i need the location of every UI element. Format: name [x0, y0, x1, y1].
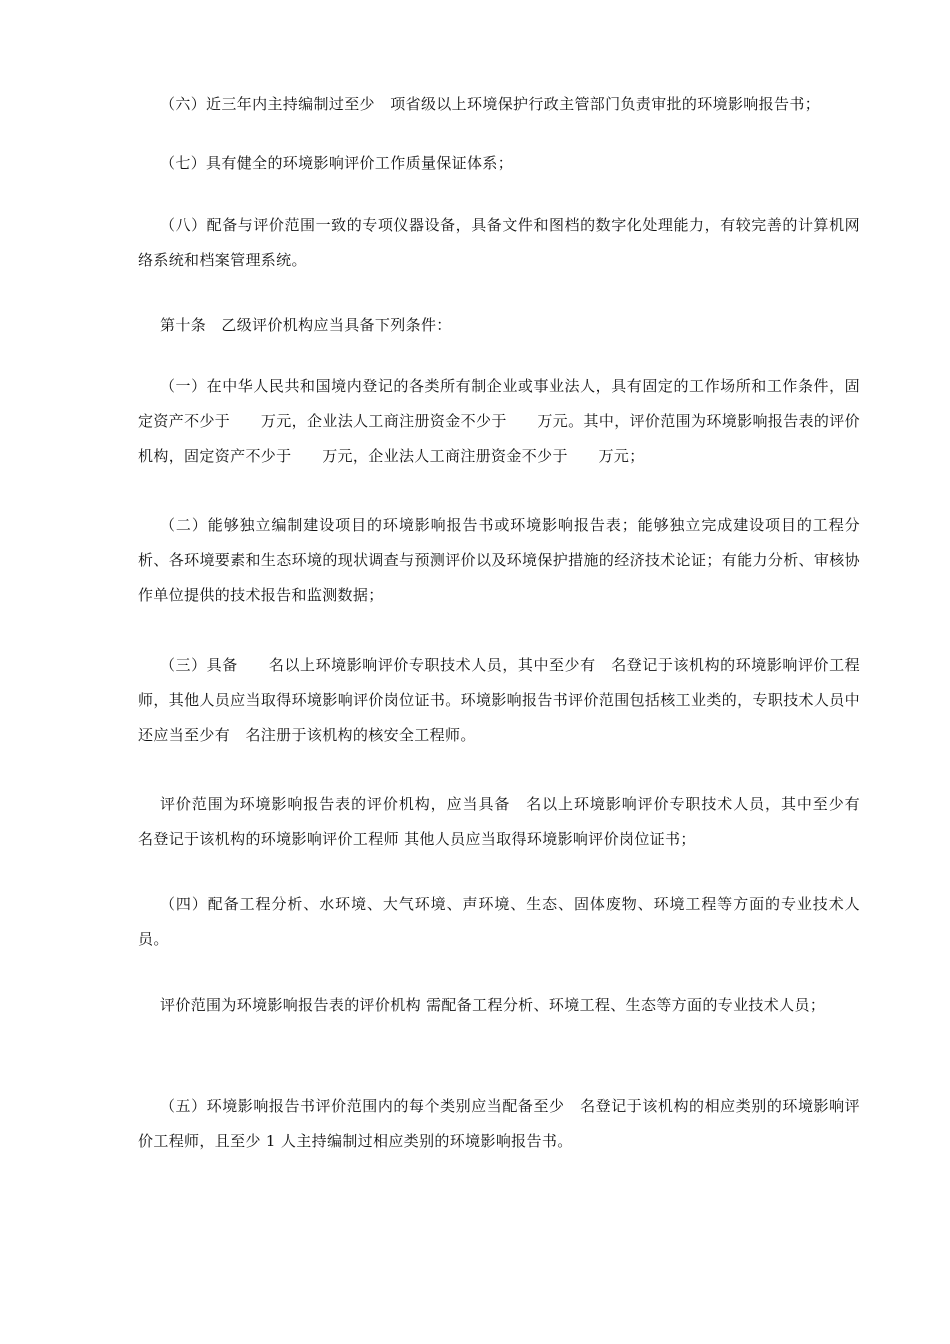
paragraph-item-3-report-table: 评价范围为环境影响报告表的评价机构，应当具备 名以上环境影响评价专职技术人员，其中至少有 名登记于该机构的环境影响评价工程师 其他人员应当取得环境影响评价岗位证书； — [138, 795, 876, 848]
article-10-heading: 第十条 乙级评价机构应当具备下列条件： — [160, 316, 452, 334]
paragraph-item-2: （二）能够独立编制建设项目的环境影响报告书或环境影响报告表；能够独立完成建设项目的工程分析、各环境要素和生态环境的现状调查与预测评价以及环境保护措施的经济技术论证；有能力分析、审核协作单位提供的技术报告和监测数据； — [138, 516, 860, 604]
paragraph-item-8: （八）配备与评价范围一致的专项仪器设备，具备文件和图档的数字化处理能力，有较完善的计算机网络系统和档案管理系统。 — [138, 216, 860, 269]
paragraph-item-4: （四）配备工程分析、水环境、大气环境、声环境、生态、固体废物、环境工程等方面的专业技术人员。 — [138, 895, 860, 948]
paragraph-item-5: （五）环境影响报告书评价范围内的每个类别应当配备至少 名登记于该机构的相应类别的环境影响评价工程师，且至少 1 人主持编制过相应类别的环境影响报告书。 — [138, 1097, 860, 1150]
paragraph-item-3: （三）具备 名以上环境影响评价专职技术人员，其中至少有 名登记于该机构的环境影响评价工程师，其他人员应当取得环境影响评价岗位证书。环境影响报告书评价范围包括核工业类的，专职技术人员中还应当至少有 名注册于该机构的核安全工程师。 — [138, 656, 860, 744]
paragraph-item-6: （六）近三年内主持编制过至少 项省级以上环境保护行政主管部门负责审批的环境影响报告书； — [160, 95, 821, 113]
paragraph-item-1: （一）在中华人民共和国境内登记的各类所有制企业或事业法人，具有固定的工作场所和工作条件，固定资产不少于 万元，企业法人工商注册资金不少于 万元。其中，评价范围为环境影响报告表的评价机构，固定资产不少于 万元，企业法人工商注册资金不少于 万元； — [138, 377, 860, 465]
paragraph-item-7: （七）具有健全的环境影响评价工作质量保证体系； — [160, 154, 514, 172]
paragraph-item-4-report-table: 评价范围为环境影响报告表的评价机构 需配备工程分析、环境工程、生态等方面的专业技术人员； — [160, 996, 826, 1014]
